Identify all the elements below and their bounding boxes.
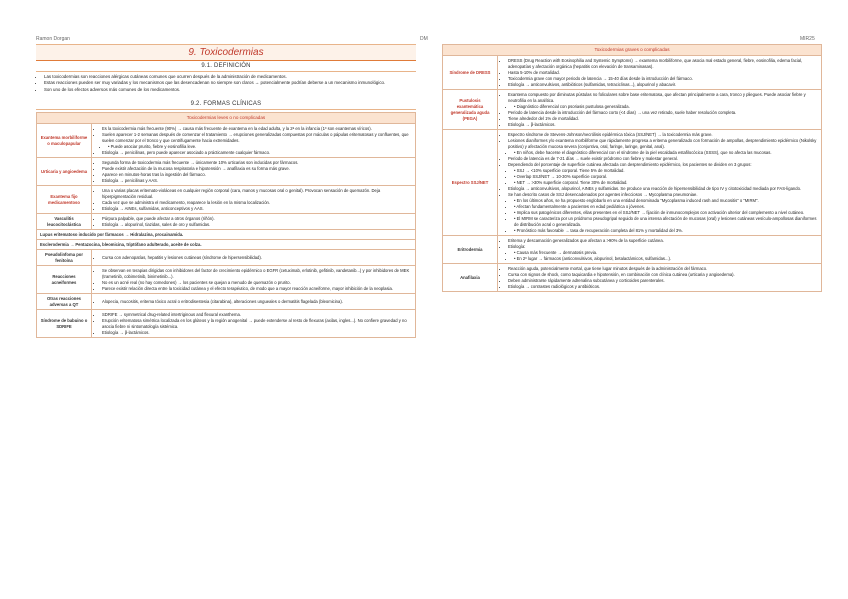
section-heading-clinical-forms: 9.2. FORMAS CLÍNICAS — [36, 99, 416, 110]
list-item: • Etiología → β-lactámicos. — [102, 330, 412, 336]
list-item: • Parece existir relación directa entre la toxicidad cutánea y el efecto terapéutico, de modo que a mayor reacción acneiforme, mayor inhibición de la neoplasia. — [102, 286, 412, 292]
list-item: • Periodo de latencia es de 7-21 días → suele existir pródromo con fiebre y malestar general. — [508, 156, 818, 162]
list-item: • Puede existir afectación de la mucosa respiratoria e hipotensión → anafilaxia es su forma más grave. — [102, 166, 412, 172]
list-item: • Deben administrarse rápidamente adrenalina subcutánea y corticoides parenterales. — [508, 278, 818, 284]
severe-toxicodermias-table — [442, 44, 822, 292]
list-item: • Aparece en minutos-horas tras la ingestión del fármaco. — [102, 172, 412, 178]
list-item: • • Afectan fundamentalmente a pacientes en edad pediátrica o jóvenes. — [514, 204, 818, 210]
list-item: • • Overlap SSJ/NET → 10-30% superficie corporal. — [514, 174, 818, 180]
list-item: • Etiología → alopurinol, tiazidas, sales de oro y sulfamidas. — [102, 222, 412, 228]
table-row — [443, 130, 822, 236]
row-content — [498, 264, 822, 292]
list-item: • • En los últimos años, se ha propuesto englobarlo en una entidad denominada "Mycoplasma induced rash and mucositis" o "MIRM". — [514, 198, 818, 204]
table-row — [37, 266, 416, 294]
table-row — [443, 236, 822, 264]
left-column — [36, 44, 416, 338]
row-label: Vasculitis leucocitoclástica — [37, 214, 92, 230]
list-item: • Hasta 5-10% de mortalidad. — [508, 70, 818, 76]
list-item: • Etiología: — [508, 244, 818, 250]
list-item: • Se han descrito casos de SSJ desencadenados por agentes infecciosos → Mycoplasma pneumoniae. — [508, 192, 818, 198]
list-item: • Lesiones dianiformes y/o exantema morbiliforme que rápidamente progresa a eritema generalizado con formación de ampollas, desprendimiento epidérmico (Nikolsky positivo) y afectación mucosa severa (conjuntiva, oral, faringe, laringe, genital, anal). — [508, 138, 818, 150]
row-content — [92, 294, 416, 310]
table-row — [37, 294, 416, 310]
list-item: • Etiología → anticonvulsivos, alopurinol, AINEs y sulfamidas. Se produce una reacción de hipersensibilidad de tipo IV y citotoxicidad mediada por FAS-ligando. — [508, 186, 818, 192]
row-content — [92, 158, 416, 186]
row-label: Síndrome de DRESS — [443, 56, 498, 90]
row-full-text: Lupus eritematoso inducido por fármacos → Hidralazina, procainamida. — [37, 230, 416, 240]
table-row — [37, 158, 416, 186]
table-row — [443, 90, 822, 130]
row-full-text: Esclerodermia → Pentazocina, bleomicina, triptófano adulterado, aceite de colza. — [37, 240, 416, 250]
list-item: • • El MIRM se caracteriza por un pródromo pseudogripal seguido de una intensa afectación de mucosas (oral) y lesiones cutáneas vesículo-ampollosas dianiformes de distribución acral o generalizada. — [514, 216, 818, 228]
list-item: • Cada vez que se administra el medicamento, reaparece la lesión en la misma localización. — [102, 200, 412, 206]
row-content — [498, 130, 822, 236]
list-item: • Etiología → penicilinas, pero puede aparecer asociado a prácticamente cualquier fármaco. — [102, 150, 412, 156]
list-item: • • Causa más frecuente → dermatosis previa. — [514, 250, 818, 256]
right-column — [442, 44, 822, 292]
table-row — [37, 310, 416, 338]
list-item: • Dependiendo del porcentaje de superficie cutánea afectada con desprendimiento epidérmico, los pacientes se dividen en 3 grupos: — [508, 162, 818, 168]
list-item: • Erupción eritematosa simétrica localizada en los glúteos y la región anogenital → puede extenderse al resto de flexuras (axilas, ingles...). No confiere gravedad y no asocia fiebre ni sintomatología sistémica. — [102, 318, 412, 330]
row-label: Síndrome de babuino o SDRIFE — [37, 310, 92, 338]
table-header: Toxicodermias graves o complicadas — [443, 45, 822, 56]
table-row — [443, 56, 822, 90]
list-item: • Etiología → penicilinas y AAS. — [102, 178, 412, 184]
list-item: • Estas reacciones pueden ser muy variadas y los mecanismos que las desencadenan no siempre son claros → potencialmente podrían deberse a un mecanismo inmunológico. — [44, 80, 416, 86]
list-item: • SDRIFE → symmetrical drug-related intertriginous and flexural exanthema. — [102, 312, 412, 318]
list-item: • Periodo de latencia desde la introducción del fármaco corto (<4 días) → una vez retirado, suele haber resolución completa. — [508, 110, 818, 116]
list-item: • • Implica sus patogénicos diferentes, ellas presentes en el SSJ/NET → fijación de inmunocomplejos con activación ulterior del complemento a nivel cutáneo. — [514, 210, 818, 216]
row-content — [498, 236, 822, 264]
list-item: • • Pronóstico más favorable → tasa de recuperación completa del 81% y mortalidad del 3%. — [514, 228, 818, 234]
list-item: • • Diagnóstico diferencial con psoriasis pustulosa generalizada. — [514, 104, 818, 110]
row-content — [498, 56, 822, 90]
list-item: • Etiología → contrastes radiológicos y antibióticos. — [508, 284, 818, 290]
row-label: Otras reacciones adversas a QT — [37, 294, 92, 310]
definition-list — [36, 74, 416, 93]
row-label: Pustulosis exantemática generalizada aguda (PEGA) — [443, 90, 498, 130]
mild-toxicodermias-table — [36, 112, 416, 338]
header-code: MIR25 — [800, 36, 815, 42]
table-row — [37, 250, 416, 266]
row-label: Espectro SSJ/NET — [443, 130, 498, 236]
table-row — [37, 186, 416, 214]
list-item: • Suelen aparecer 1-2 semanas después de comenzar el tratamiento → erupciones generalizadas compuestas por máculas o pápulas eritematosas y confluentes, que suelen comenzar por el tronco y que centrifugamente hacia extremidades. — [102, 132, 412, 144]
row-content — [92, 214, 416, 230]
row-content — [498, 90, 822, 130]
list-item: • • SSJ → <10% superficie corporal. Tiene 5% de mortalidad. — [514, 168, 818, 174]
table-row — [37, 124, 416, 158]
table-row — [37, 240, 416, 250]
list-item: • Espectro síndrome de Stevens-Johnson/necrólisis epidérmica tóxica (SSJ/NET) → la toxicodermia más grave. — [508, 132, 818, 138]
list-item: • Cursa con adenopatías, hepatitis y lesiones cutáneas (síndrome de hipersensibilidad). — [102, 255, 412, 261]
list-item: • Púrpura palpable, que puede afectar a otros órganos (riñón). — [102, 216, 412, 222]
row-label: Exantema fijo medicamentoso — [37, 186, 92, 214]
chapter-title: 9. Toxicodermias — [36, 44, 416, 61]
row-content — [92, 250, 416, 266]
row-label: Urticaria y angioedema — [37, 158, 92, 186]
list-item: • • En niños, debe hacerse el diagnóstico diferencial con el síndrome de la piel escaldada estafilocócica (SSSS), que no afecta las mucosas. — [514, 150, 818, 156]
list-item: • Se observan en terapias dirigidas con inhibidores del factor de crecimiento epidérmico o EGFR (cetuximab, erlotinib, gefitinib, vandetanib...) y por inhibidores de MEK (trametinib, cobimetinib, binimetinib...). — [102, 268, 412, 280]
header-author: Ramon Dorgan — [36, 36, 70, 42]
table-row — [443, 264, 822, 292]
row-content — [92, 124, 416, 158]
row-label: Eritrodermia — [443, 236, 498, 264]
row-content — [92, 310, 416, 338]
list-item: • Cursa con signos de shock, como taquicardia e hipotensión, en combinación con clínica cutánea (urticaria y angioedema). — [508, 272, 818, 278]
list-item: • Tiene alrededor del 1% de mortalidad. — [508, 116, 818, 122]
list-item: • Las toxicodermias son reacciones alérgicas cutáneas comunes que ocurren después de la administración de medicamentos. — [44, 74, 416, 80]
list-item: • • NET → >30% superficie corporal. Tiene 30% de mortalidad. — [514, 180, 818, 186]
list-item: • Etiología → AINEs, sulfamidas, anticonceptivos y AAS. — [102, 206, 412, 212]
row-label: Anafilaxia — [443, 264, 498, 292]
list-item: • • En 2º lugar → fármacos (anticonvulsivos, alopurinol, betalactámicos, sulfamidas...). — [514, 256, 818, 262]
table-row — [37, 214, 416, 230]
list-item: • Son uno de los efectos adversos más comunes de los medicamentos. — [44, 87, 416, 93]
table-header: Toxicodermias leves o no complicadas — [37, 113, 416, 124]
list-item: • No es un acné real (no hay comedones) → los pacientes se quejan a menudo de quemazón o prurito. — [102, 280, 412, 286]
row-content — [92, 186, 416, 214]
list-item: • Eritema y descamación generalizados que afectan a >90% de la superficie cutánea. — [508, 238, 818, 244]
list-item: • • Puede asociar prurito, fiebre y eosinofilia leve. — [108, 144, 412, 150]
header-mid: DM — [420, 36, 428, 42]
list-item: • Una o varias placas eritemato-violáceas en cualquier región corporal (cara, manos y mucosas oral o genital). Provocan sensación de quemazón. Deja hiperpigmentación residual. — [102, 188, 412, 200]
table-row — [37, 230, 416, 240]
list-item: • Etiología → β-lactámicos. — [508, 122, 818, 128]
list-item: • Es la toxicodermia más frecuente (90%) → causa más frecuente de exantema en la edad adulta, y la 2ª en la infancia (1º son exantemas víricos). — [102, 126, 412, 132]
list-item: • DRESS (Drug Reaction with Eosinophilia and Systemic Symptoms) → exantema morbiliforme, que asocia mal estado general, fiebre, eosinofilia, edema facial, adenopatías y afectación orgánica (hepatitis con elevación de transaminasas). — [508, 58, 818, 70]
list-item: • Segunda forma de toxicodermia más frecuente → únicamente 10% urticarias son inducidas por fármacos. — [102, 160, 412, 166]
row-content — [92, 266, 416, 294]
row-label: Pseudolinfoma por fenitoína — [37, 250, 92, 266]
list-item: • Reacción aguda, potencialmente mortal, que tiene lugar minutos después de la administración del fármaco. — [508, 266, 818, 272]
list-item: • Exantema compuesto por diminutas pústulas no foliculares sobre base eritematosa, que afectan principalmente a cara, tronco y pliegues. Puede asociar fiebre y neutrofilia en la analítica. — [508, 92, 818, 104]
row-label: Reacciones acneiformes — [37, 266, 92, 294]
list-item: • Etiología → anticonvulsivos, antibióticos (sulfamidas, tetraciclinas...), alopurinol y abacavir. — [508, 82, 818, 88]
section-heading-definition: 9.1. DEFINICIÓN — [36, 61, 416, 72]
row-label: Exantema morbiliforme o maculopapular — [37, 124, 92, 158]
list-item: • Toxicodermia grave con mayor periodo de latencia → 15-40 días desde la introducción del fármaco. — [508, 76, 818, 82]
list-item: • Alopecia, mucositis, eritema tóxico acral o eritrodisestesia (citarabina), alteraciones ungueales o dermatitis flagelada (bleomicina). — [102, 299, 412, 305]
